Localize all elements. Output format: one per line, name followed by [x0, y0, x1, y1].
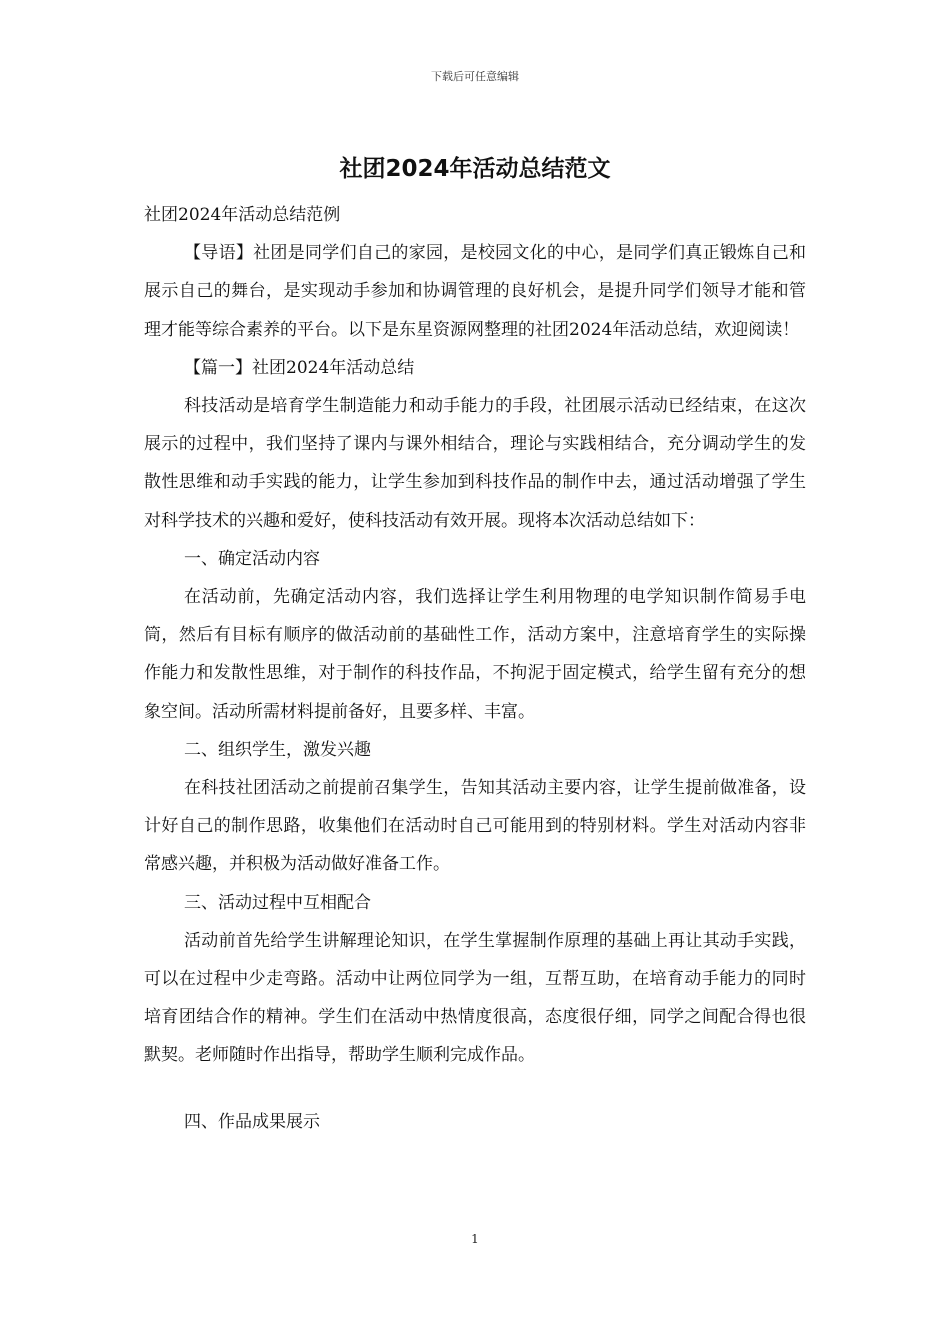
section-heading-part-one: 【篇一】社团2024年活动总结: [184, 357, 415, 378]
body-paragraph: 在活动前，先确定活动内容，我们选择让学生利用物理的电学知识制作简易手电筒，然后有目标有顺序的做活动前的基础性工作，活动方案中，注意培育学生的实际操作能力和发散性思维，对于制作的科技作品，不拘泥于固定模式，给学生留有充分的想象空间。活动所需材料提前备好，且要多样、丰富。: [144, 587, 806, 722]
section-heading-1: 一、确定活动内容: [184, 548, 320, 569]
section-heading-4: 四、作品成果展示: [184, 1111, 320, 1132]
body-paragraph: 活动前首先给学生讲解理论知识，在学生掌握制作原理的基础上再让其动手实践，可以在过程中少走弯路。活动中让两位同学为一组，互帮互助，在培育动手能力的同时培育团结合作的精神。学生们在活动中热情度很高，态度很仔细，同学之间配合得也很默契。老师随时作出指导，帮助学生顺利完成作品。: [144, 930, 806, 1066]
body-paragraph: 在科技社团活动之前提前召集学生，告知其活动主要内容，让学生提前做准备，设计好自己的制作思路，收集他们在活动时自己可能用到的特别材料。学生对活动内容非常感兴趣，并积极为活动做好准备工作。: [144, 778, 806, 875]
intro-paragraph: 【导语】社团是同学们自己的家园，是校园文化的中心，是同学们真正锻炼自己和展示自己的舞台，是实现动手参加和协调管理的良好机会，是提升同学们领导才能和管理才能等综合素养的平台。以下是东星资源网整理的社团2024年活动总结，欢迎阅读！: [144, 243, 806, 340]
document-body: [144, 196, 806, 1141]
page-number: 1: [471, 1232, 479, 1246]
section-heading-3: 三、活动过程中互相配合: [184, 892, 371, 913]
body-paragraph: 科技活动是培育学生制造能力和动手能力的手段，社团展示活动已经结束，在这次展示的过程中，我们坚持了课内与课外相结合，理论与实践相结合，充分调动学生的发散性思维和动手实践的能力，让学生参加到科技作品的制作中去，通过活动增强了学生对科学技术的兴趣和爱好，使科技活动有效开展。现将本次活动总结如下：: [144, 396, 806, 531]
subtitle-paragraph: 社团2024年活动总结范例: [144, 205, 341, 225]
header-note: 下载后可任意编辑: [431, 70, 519, 83]
document-title: 社团2024年活动总结范文: [339, 156, 611, 182]
section-heading-2: 二、组织学生，激发兴趣: [184, 739, 371, 760]
